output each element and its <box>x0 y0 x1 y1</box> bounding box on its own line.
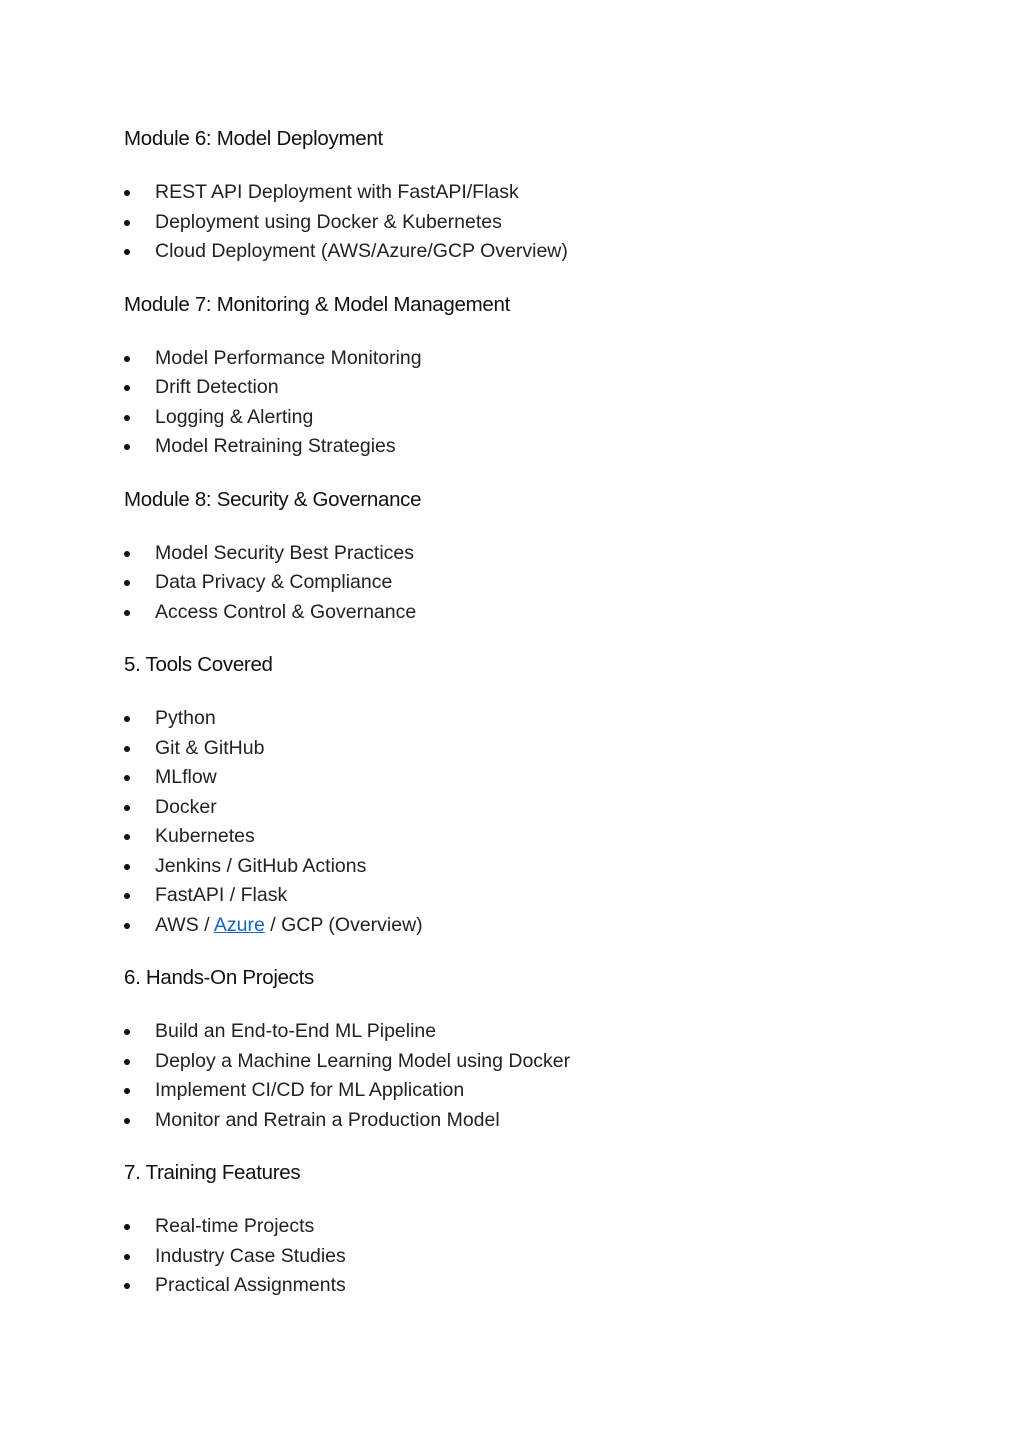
list-item-text: Practical Assignments <box>155 1274 346 1296</box>
list-item-text: Real-time Projects <box>155 1215 315 1237</box>
bullet-list <box>124 178 924 267</box>
list-item-text: MLflow <box>155 766 217 788</box>
list-item <box>124 1212 924 1242</box>
bullet-icon <box>124 190 130 196</box>
list-item <box>124 1106 924 1136</box>
list-item <box>124 1242 924 1272</box>
list-item-text: / GCP (Overview) <box>264 913 423 936</box>
bullet-icon <box>124 864 130 870</box>
list-item-text: FastAPI / Flask <box>155 884 288 906</box>
list-item <box>124 403 924 433</box>
section-heading: Module 8: Security & Governance <box>124 487 422 511</box>
list-item <box>124 344 924 374</box>
list-item <box>124 178 924 208</box>
list-item <box>124 539 924 569</box>
list-item-text: Logging & Alerting <box>155 405 314 428</box>
list-item-text: Kubernetes <box>155 825 255 847</box>
list-item-text: Docker <box>155 795 217 818</box>
bullet-icon <box>124 356 130 362</box>
list-item-text: Jenkins / GitHub Actions <box>155 854 367 877</box>
list-item-text: Model Performance Monitoring <box>155 346 422 369</box>
bullet-icon <box>124 1118 130 1124</box>
bullet-icon <box>124 1224 130 1230</box>
section-heading: 7. Training Features <box>124 1161 301 1184</box>
list-item <box>124 852 924 882</box>
bullet-list <box>124 344 924 462</box>
bullet-icon <box>124 746 130 752</box>
list-item-text: REST API Deployment with FastAPI/Flask <box>155 181 519 203</box>
bullet-icon <box>124 415 130 421</box>
list-item <box>124 373 924 403</box>
list-item <box>124 911 924 941</box>
list-item <box>124 568 924 598</box>
bullet-list <box>124 1212 924 1301</box>
list-item <box>124 822 924 852</box>
bullet-icon <box>124 923 130 929</box>
azure-link[interactable]: Azure <box>213 913 265 936</box>
list-item-text: Data Privacy & Compliance <box>155 571 393 593</box>
bullet-icon <box>124 1029 130 1035</box>
bullet-icon <box>124 716 130 722</box>
list-item-text: Python <box>155 707 216 729</box>
list-item-text: Monitor and Retrain a Production Model <box>155 1108 500 1131</box>
list-item-text: Cloud Deployment (AWS/Azure/GCP Overview) <box>155 240 568 262</box>
bullet-icon <box>124 444 130 450</box>
list-item <box>124 1076 924 1106</box>
list-item-text: Git & GitHub <box>155 736 265 759</box>
bullet-list <box>124 704 924 940</box>
bullet-icon <box>124 1283 130 1289</box>
bullet-icon <box>124 834 130 840</box>
bullet-icon <box>124 1254 130 1260</box>
list-item-text: Drift Detection <box>155 376 279 398</box>
list-item <box>124 1017 924 1047</box>
bullet-icon <box>124 1059 130 1065</box>
list-item <box>124 1271 924 1301</box>
bullet-icon <box>124 551 130 557</box>
bullet-icon <box>124 1088 130 1094</box>
bullet-icon <box>124 220 130 226</box>
list-item <box>124 432 924 462</box>
bullet-icon <box>124 385 130 391</box>
list-item-text: Build an End-to-End ML Pipeline <box>155 1020 437 1042</box>
bullet-list <box>124 1017 924 1135</box>
list-item-text: Access Control & Governance <box>155 600 417 623</box>
document-body <box>124 124 924 1324</box>
bullet-icon <box>124 249 130 255</box>
list-item-text: Implement CI/CD for ML Application <box>155 1079 465 1101</box>
list-item-text: Deployment using Docker & Kubernetes <box>155 210 502 233</box>
list-item-text: Deploy a Machine Learning Model using Docker <box>155 1049 571 1072</box>
bullet-icon <box>124 580 130 586</box>
list-item-text: Industry Case Studies <box>155 1244 346 1267</box>
list-item <box>124 704 924 734</box>
section-heading: 6. Hands-On Projects <box>124 966 314 989</box>
list-item-text: Model Security Best Practices <box>155 541 415 564</box>
list-item <box>124 734 924 764</box>
list-item <box>124 598 924 628</box>
list-item-text: AWS / <box>155 913 214 936</box>
bullet-icon <box>124 610 130 616</box>
list-item <box>124 763 924 793</box>
bullet-icon <box>124 893 130 899</box>
list-item <box>124 793 924 823</box>
section-heading: Module 7: Monitoring & Model Management <box>124 292 510 316</box>
bullet-icon <box>124 775 130 781</box>
bullet-list <box>124 539 924 628</box>
list-item <box>124 1047 924 1077</box>
list-item <box>124 881 924 911</box>
section-heading: Module 6: Model Deployment <box>124 127 383 150</box>
list-item <box>124 237 924 267</box>
list-item-text: Model Retraining Strategies <box>155 435 396 457</box>
section-heading: 5. Tools Covered <box>124 653 273 676</box>
list-item <box>124 208 924 238</box>
bullet-icon <box>124 805 130 811</box>
